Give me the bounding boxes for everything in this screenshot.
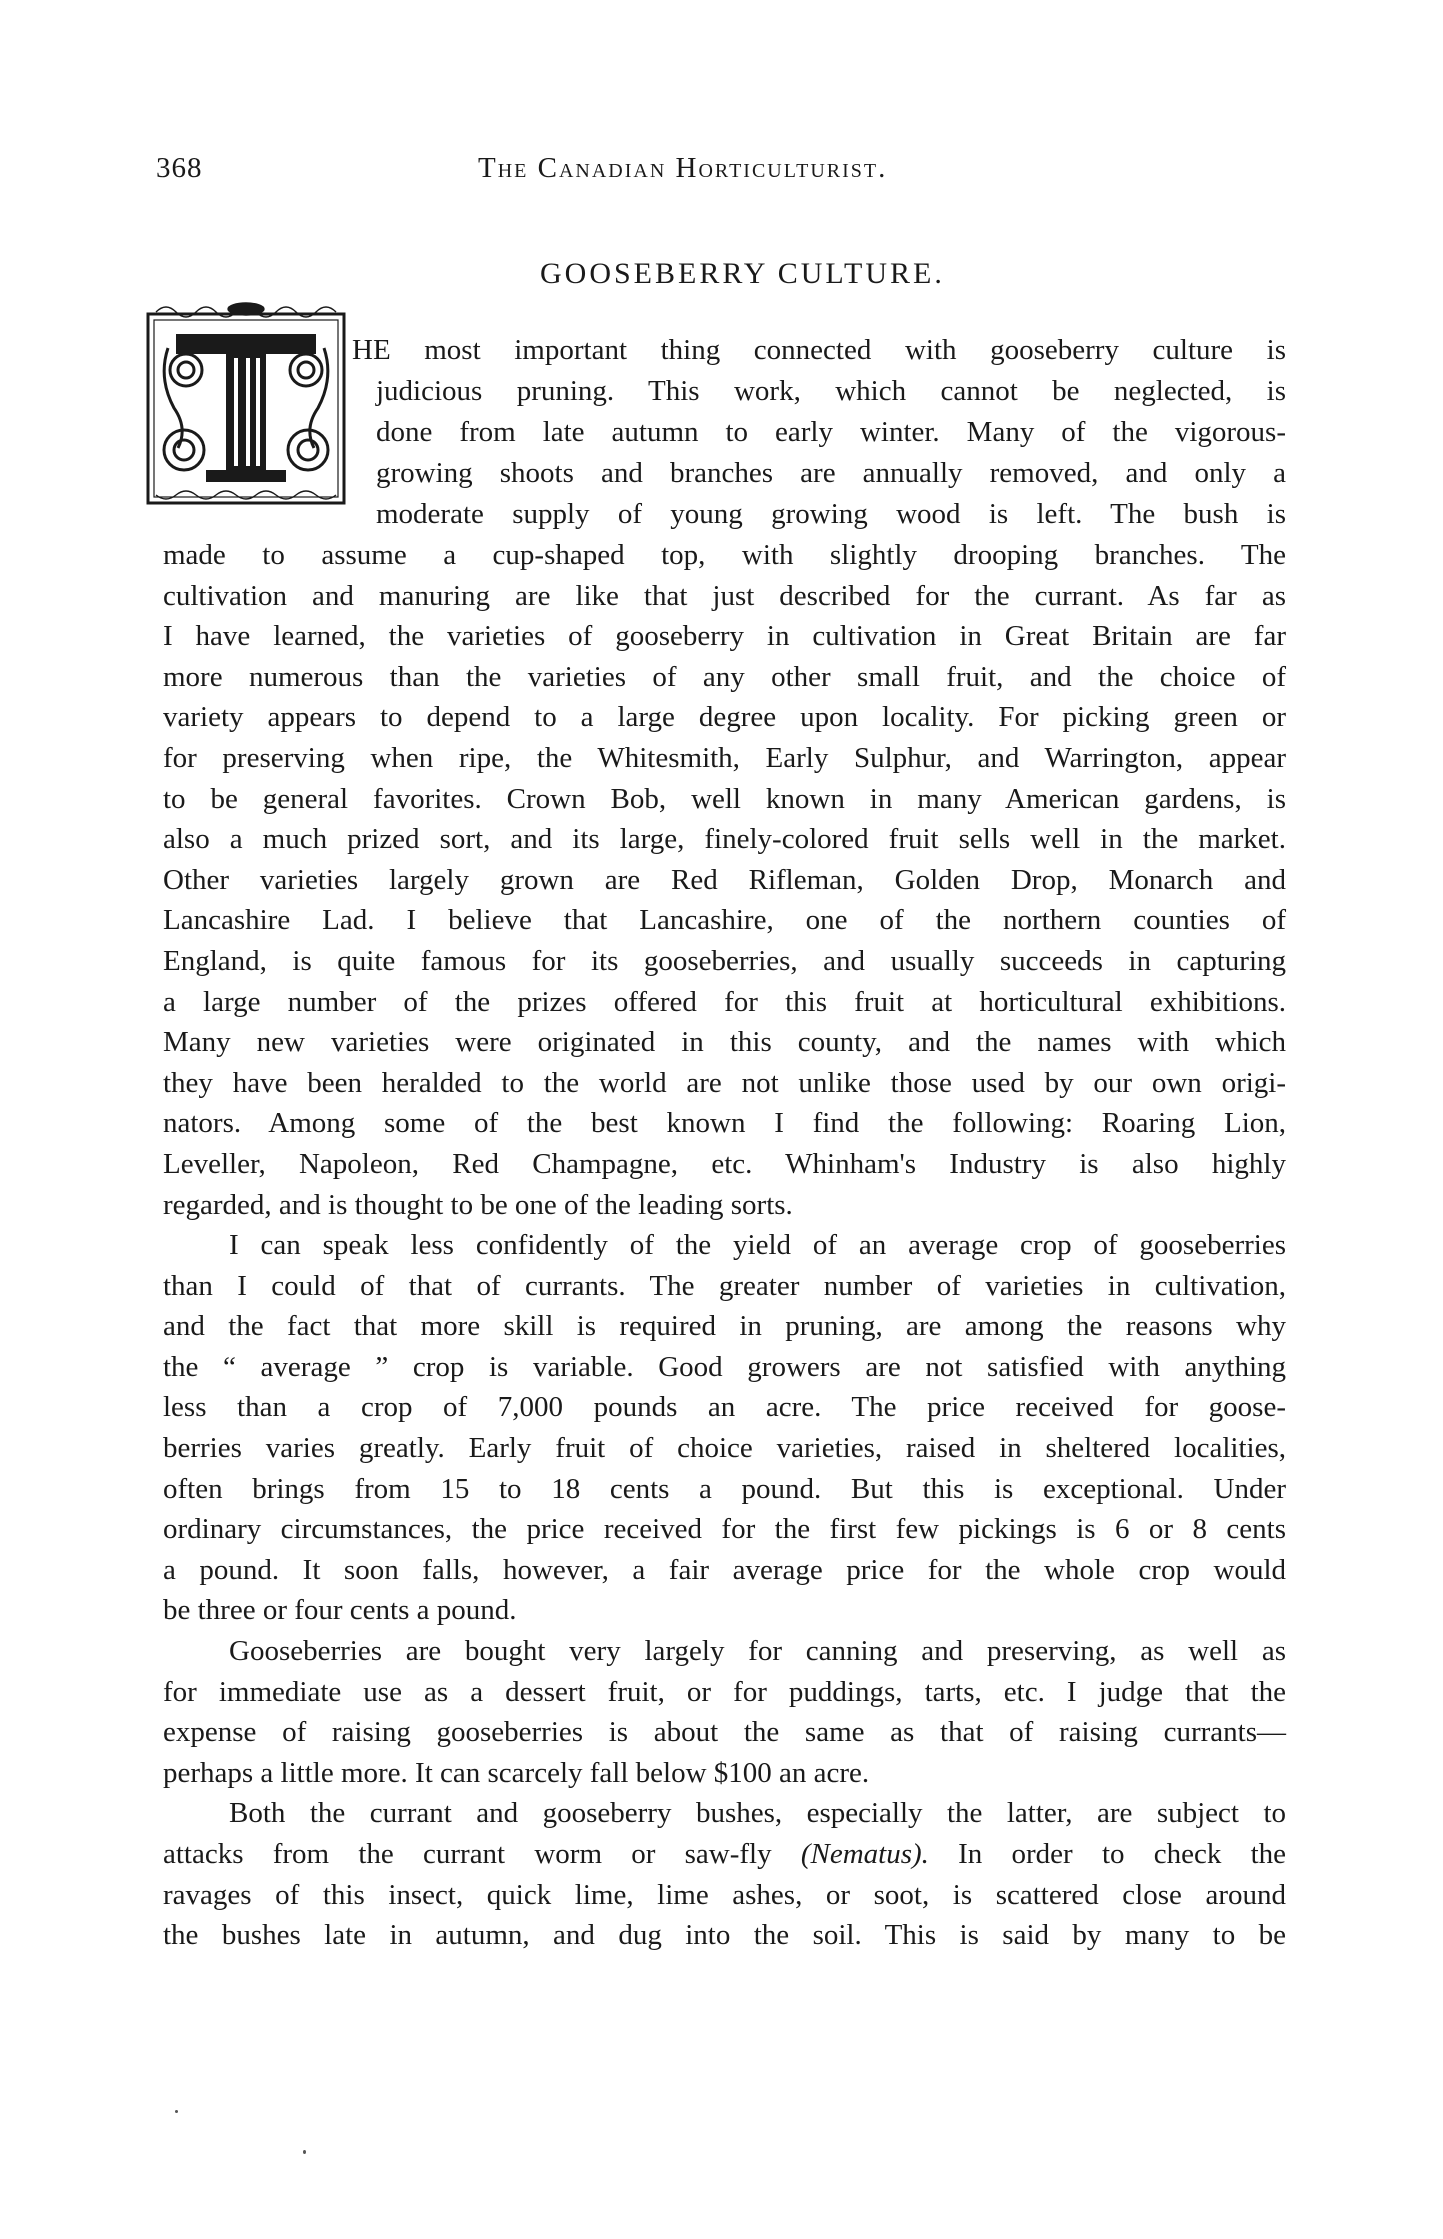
- article-title: GOOSEBERRY CULTURE.: [540, 257, 945, 290]
- scan-speck: [175, 2110, 178, 2113]
- body-line: ordinary circumstances, the price received for the first few pickings is 6 or 8 cents: [163, 1513, 1286, 1546]
- body-line: they have been heralded to the world are not unlike those used by our own origi-: [163, 1066, 1286, 1099]
- body-line: nators. Among some of the best known I find the following: Roaring Lion,: [163, 1107, 1286, 1140]
- body-line: Leveller, Napoleon, Red Champagne, etc. Whinham's Industry is also highly: [163, 1147, 1286, 1180]
- body-line: also a much prized sort, and its large, finely-colored fruit sells well in the market.: [163, 823, 1286, 856]
- body-line-with-italic: [163, 1834, 1286, 1875]
- body-line: for immediate use as a dessert fruit, or for puddings, tarts, etc. I judge that the: [163, 1675, 1286, 1708]
- drop-line: HE most important thing connected with gooseberry culture is: [352, 334, 1286, 366]
- body-line: regarded, and is thought to be one of the leading sorts.: [163, 1188, 793, 1221]
- body-line: for preserving when ripe, the Whitesmith, Early Sulphur, and Warrington, appear: [163, 741, 1286, 774]
- body-line: and the fact that more skill is required in pruning, are among the reasons why: [163, 1310, 1286, 1343]
- body-line: ravages of this insect, quick lime, lime ashes, or soot, is scattered close around: [163, 1878, 1286, 1911]
- body-line: a large number of the prizes offered for this fruit at horticultural exhibitions.: [163, 985, 1286, 1018]
- body-line: cultivation and manuring are like that just described for the currant. As far as: [163, 579, 1286, 612]
- running-head: The Canadian Horticulturist.: [478, 152, 888, 184]
- body-line: the bushes late in autumn, and dug into the soil. This is said by many to be: [163, 1919, 1286, 1952]
- body-line: expense of raising gooseberries is about the same as that of raising currants—: [163, 1716, 1286, 1749]
- body-line: variety appears to depend to a large degree upon locality. For picking green or: [163, 701, 1286, 734]
- body-line-segment: In order to check the: [958, 1838, 1287, 1870]
- body-line: Both the currant and gooseberry bushes, especially the latter, are subject to: [229, 1797, 1286, 1830]
- body-line: berries varies greatly. Early fruit of choice varieties, raised in sheltered localities,: [163, 1432, 1286, 1465]
- body-line: a pound. It soon falls, however, a fair average price for the whole crop would: [163, 1553, 1286, 1586]
- drop-cap-ornament: [146, 300, 346, 505]
- body-line: I can speak less confidently of the yield of an average crop of gooseberries: [229, 1229, 1286, 1262]
- body-line: perhaps a little more. It can scarcely fall below $100 an acre.: [163, 1756, 870, 1789]
- body-line: I have learned, the varieties of gooseberry in cultivation in Great Britain are far: [163, 620, 1286, 653]
- body-line-segment: attacks from the currant worm or saw-fly: [163, 1838, 772, 1870]
- drop-line: judicious pruning. This work, which cannot be neglected, is: [376, 375, 1286, 407]
- body-line: often brings from 15 to 18 cents a pound. But this is exceptional. Under: [163, 1472, 1286, 1505]
- drop-line: done from late autumn to early winter. Many of the vigorous-: [376, 416, 1286, 448]
- scan-speck: [303, 2150, 306, 2154]
- body-line: be three or four cents a pound.: [163, 1594, 517, 1627]
- body-line: Gooseberries are bought very largely for canning and preserving, as well as: [229, 1635, 1286, 1668]
- drop-line: moderate supply of young growing wood is left. The bush is: [376, 498, 1286, 530]
- body-line: Lancashire Lad. I believe that Lancashire, one of the northern counties of: [163, 904, 1286, 937]
- drop-cap-paragraph-lines: [352, 330, 1286, 535]
- body-line: Many new varieties were originated in this county, and the names with which: [163, 1026, 1286, 1059]
- body-line: the “ average ” crop is variable. Good growers are not satisfied with anything: [163, 1350, 1286, 1383]
- body-line: Other varieties largely grown are Red Rifleman, Golden Drop, Monarch and: [163, 863, 1286, 896]
- drop-cap-letter-text: T: [146, 300, 147, 301]
- article-body: [163, 535, 1286, 1956]
- body-line: to be general favorites. Crown Bob, well known in many American gardens, is: [163, 782, 1286, 815]
- italic-genus-name: (Nematus).: [800, 1838, 929, 1870]
- body-line: than I could of that of currants. The greater number of varieties in cultivation,: [163, 1269, 1286, 1302]
- body-line: more numerous than the varieties of any other small fruit, and the choice of: [163, 660, 1286, 693]
- page-number: 368: [156, 152, 203, 184]
- body-line: made to assume a cup-shaped top, with slightly drooping branches. The: [163, 539, 1286, 571]
- drop-line: growing shoots and branches are annually removed, and only a: [376, 457, 1286, 489]
- body-line: less than a crop of 7,000 pounds an acre. The price received for goose-: [163, 1391, 1286, 1424]
- body-line: England, is quite famous for its gooseberries, and usually succeeds in capturing: [163, 944, 1286, 977]
